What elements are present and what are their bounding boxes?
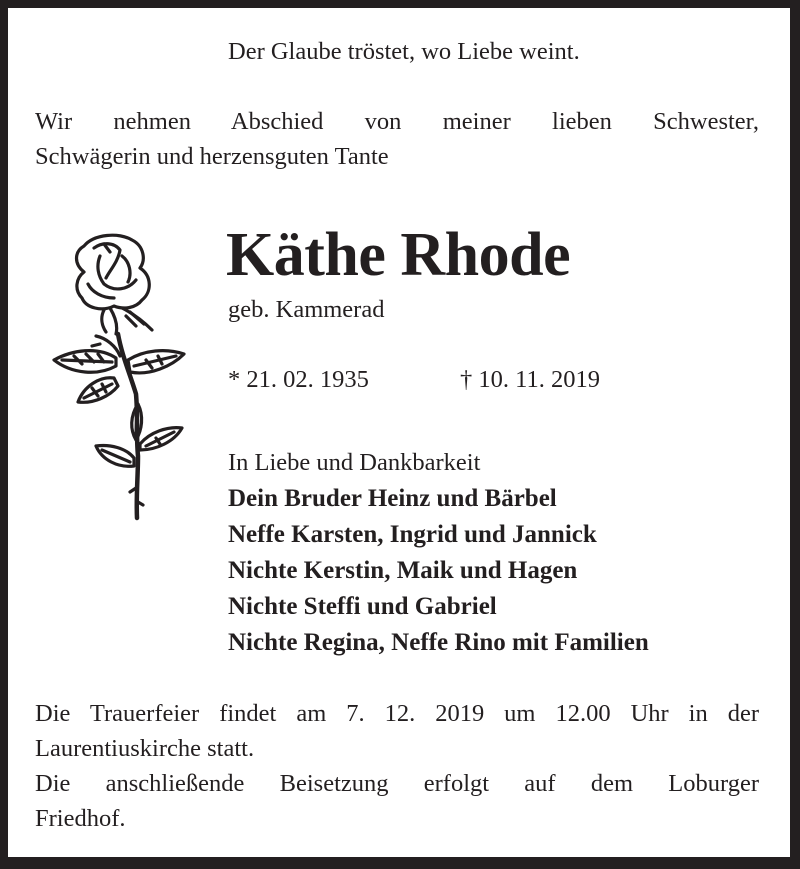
ceremony-line-3: Die anschließende Beisetzung erfolgt auf dem Loburger [35,770,759,797]
birth-date: * 21. 02. 1935 [228,366,369,393]
rose-icon [44,226,194,526]
intro-text [35,104,759,174]
mourner: Nichte Kerstin, Maik und Hagen [228,557,578,584]
maiden-name: geb. Kammerad [228,296,385,323]
life-dates [228,366,600,394]
motto: Der Glaube tröstet, wo Liebe weint. [228,38,580,65]
deceased-name: Käthe Rhode [226,221,571,289]
intro-line-2: Schwägerin und herzensguten Tante [35,143,389,170]
ceremony-info [35,696,759,836]
intro-line-1: Wir nehmen Abschied von meiner lieben Schwester, [35,108,759,135]
ceremony-line-2: Laurentiuskirche statt. [35,735,255,762]
mourner: Neffe Karsten, Ingrid und Jannick [228,521,597,548]
obituary-notice [8,8,790,857]
mourner: Dein Bruder Heinz und Bärbel [228,485,557,512]
mourner: Nichte Steffi und Gabriel [228,593,497,620]
mourners-lead: In Liebe und Dankbarkeit [228,449,481,476]
ceremony-line-1: Die Trauerfeier findet am 7. 12. 2019 um 12.00 Uhr in der [35,700,759,727]
mourner: Nichte Regina, Neffe Rino mit Familien [228,629,649,656]
ceremony-line-4: Friedhof. [35,805,126,832]
death-date: † 10. 11. 2019 [460,366,600,393]
mourners-list [228,445,649,661]
